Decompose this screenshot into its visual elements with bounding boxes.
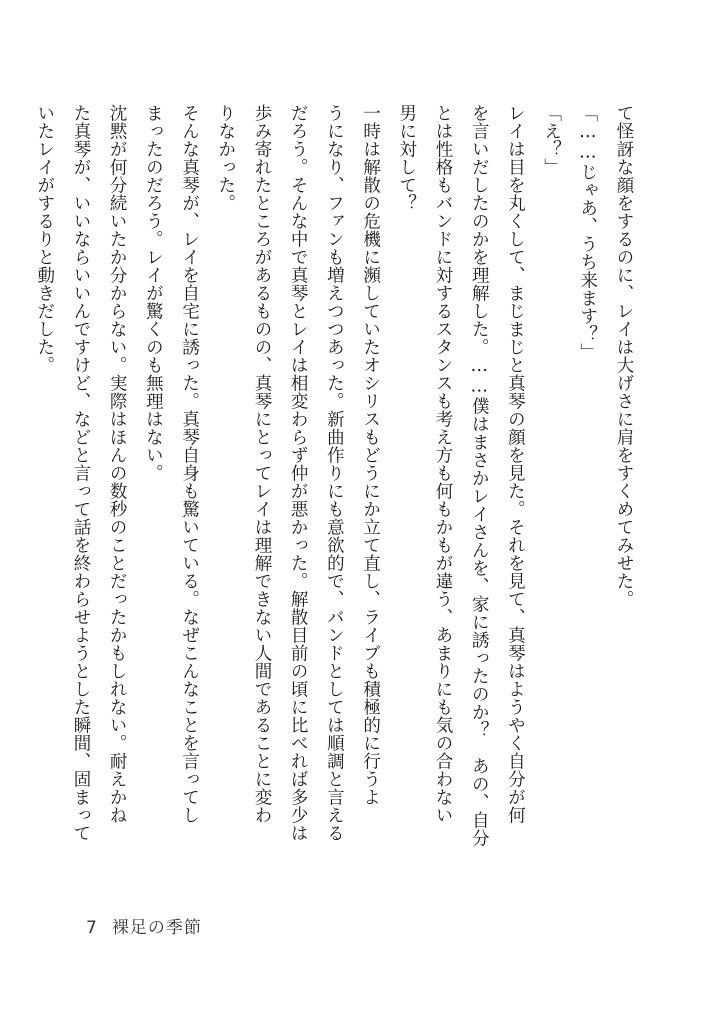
text-column: うになり、ファンも増えつつあった。新曲作りにも意欲的で、バンドとしては順調と言える [324,104,345,842]
text-column: 「え？」 [541,104,562,176]
text-column: だろう。そんな中で真琴とレイは相変わらず仲が悪かった。解散目前の頃に比べれば多少は [288,104,309,842]
text-column: 沈黙が何分続いたか分からない。実際はほんの数秒のことだったかもしれない。耐えかね [107,104,128,824]
text-column: た真琴が、いいならいいんですけど、などと言って話を終わらせようとした瞬間、固まって [70,104,91,842]
text-column: いたレイがするりと動きだした。 [34,104,55,374]
page-number: 7 [86,918,98,938]
text-column: を言いだしたのかを理解した。……僕はまさかレイさんを、家に誘ったのか？ あの、自分 [469,104,490,847]
vertical-text-body [27,104,642,894]
text-column: とは性格もバンドに対するスタンスも考え方も何もかもが違う、あまりにも気の合わない [432,104,453,824]
text-column: そんな真琴が、レイを自宅に誘った。真琴自身も驚いている。なぜこんなことを言ってし [179,104,200,824]
text-column: 一時は解散の危機に瀕していたオシリスもどうにか立て直し、ライブも積極的に行うよ [360,104,381,806]
text-column: 「……じゃあ、うち来ます？」 [577,104,598,361]
text-column: 男に対して？ [396,104,417,212]
text-column: て怪訝な顔をするのに、レイは大げさに肩をすくめてみせた。 [614,104,634,608]
book-title: 裸足の季節 [111,918,202,938]
text-column: まったのだろう。レイが驚くのも無理はない。 [143,104,164,482]
text-column: 歩み寄れたところがあるものの、真琴にとってレイは理解できない人間であることに変わ [251,104,272,824]
text-column: レイは目を丸くして、まじまじと真琴の顔を見た。それを見て、真琴はようやく自分が何 [505,104,526,824]
text-column: りなかった。 [215,104,236,212]
page-footer [86,913,202,938]
